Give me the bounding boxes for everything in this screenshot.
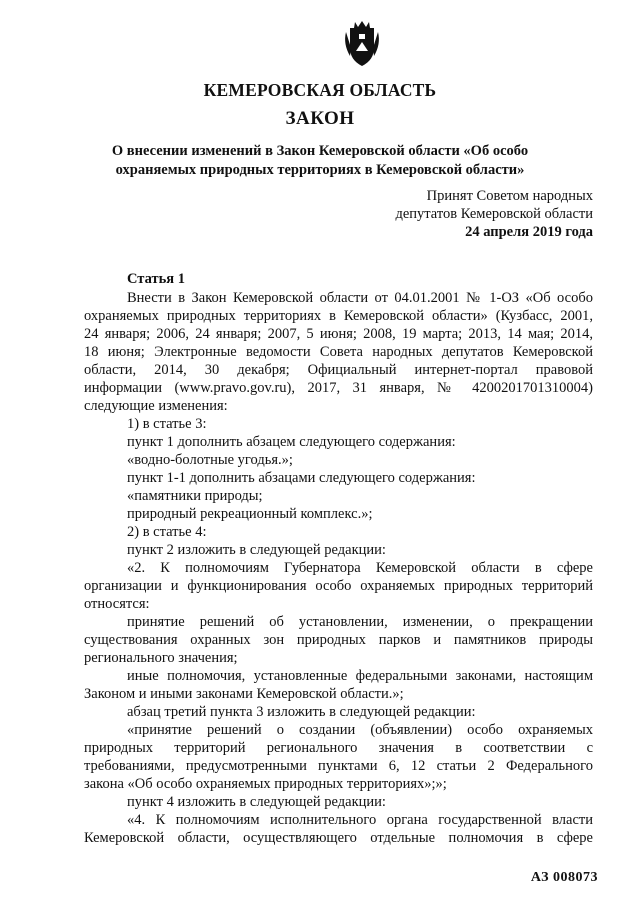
article-line: требованиями, предусмотренными пунктами 6, 12 статьи 2 Федерального xyxy=(84,758,593,774)
article-line: 24 января; 2006, 24 января; 2007, 5 июня; 2008, 19 марта; 2013, 14 мая; 2014, xyxy=(84,326,593,342)
article-line: 1) в статье 3: xyxy=(127,416,207,432)
article-line: абзац третий пункта 3 изложить в следующей редакции: xyxy=(127,704,476,720)
article-line: «4. К полномочиям исполнительного органа государственной власти xyxy=(127,812,593,828)
document-type: ЗАКОН xyxy=(285,108,355,129)
serial-number: АЗ 008073 xyxy=(530,870,598,885)
article-line: относятся: xyxy=(84,596,150,612)
article-heading: Статья 1 xyxy=(127,271,185,287)
article-line: существования охранных зон природных парков и памятников природы xyxy=(84,632,593,648)
article-line: принятие решений об установлении, изменении, о прекращении xyxy=(127,614,593,630)
adoption-line-2: депутатов Кемеровской области xyxy=(395,206,593,222)
article-line: «памятники природы; xyxy=(127,488,263,504)
article-line: закона «Об особо охраняемых природных территориях»;»; xyxy=(84,776,447,792)
article-line: 18 июня; Электронные ведомости Совета народных депутатов Кемеровской xyxy=(84,344,593,360)
coat-of-arms-icon xyxy=(342,18,382,68)
article-line: природный рекреационный комплекс.»; xyxy=(127,506,373,522)
region-name: КЕМЕРОВСКАЯ ОБЛАСТЬ xyxy=(203,80,437,100)
adoption-line-1: Принят Советом народных xyxy=(426,188,593,204)
article-line: «2. К полномочиям Губернатора Кемеровской области в сфере xyxy=(127,560,593,576)
article-line: иные полномочия, установленные федеральными законами, настоящим xyxy=(127,668,593,684)
article-line: регионального значения; xyxy=(84,650,238,666)
article-line: пункт 1 дополнить абзацем следующего содержания: xyxy=(127,434,456,450)
article-line: следующие изменения: xyxy=(84,398,228,414)
article-line: информации (www.pravo.gov.ru), 2017, 31 января, № 4200201701310004) xyxy=(84,380,593,396)
article-line: 2) в статье 4: xyxy=(127,524,207,540)
article-line: пункт 2 изложить в следующей редакции: xyxy=(127,542,386,558)
article-line: «водно-болотные угодья.»; xyxy=(127,452,293,468)
article-line: Внести в Закон Кемеровской области от 04.01.2001 № 1-ОЗ «Об особо xyxy=(127,290,593,306)
law-title-line-2: охраняемых природных территориях в Кемеровской области» xyxy=(115,162,525,178)
adoption-date: 24 апреля 2019 года xyxy=(465,224,593,240)
article-line: Законом и иными законами Кемеровской области.»; xyxy=(84,686,404,702)
article-line: природных территорий регионального значения в соответствии с xyxy=(84,740,593,756)
article-line: области, 2014, 30 декабря; Официальный интернет-портал правовой xyxy=(84,362,593,378)
article-line: «принятие решений о создании (объявлении) особо охраняемых xyxy=(127,722,593,738)
article-line: Кемеровской области, осуществляющего отдельные полномочия в сфере xyxy=(84,830,593,846)
article-line: организации и функционирования особо охраняемых природных территорий xyxy=(84,578,593,594)
article-line: пункт 1-1 дополнить абзацами следующего содержания: xyxy=(127,470,476,486)
article-line: охраняемых природных территориях в Кемеровской области» (Кузбасс, 2001, xyxy=(84,308,593,324)
law-title-line-1: О внесении изменений в Закон Кемеровской области «Об особо xyxy=(111,143,529,159)
article-line: пункт 4 изложить в следующей редакции: xyxy=(127,794,386,810)
